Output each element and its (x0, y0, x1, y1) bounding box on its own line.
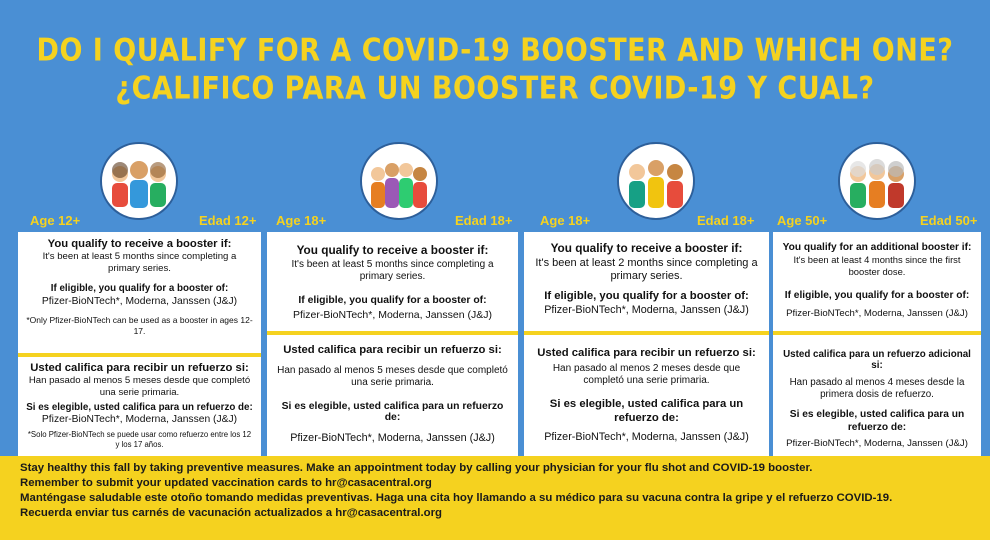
age-label-es-4: Edad 50+ (920, 213, 978, 228)
age-label-es-2: Edad 18+ (455, 213, 513, 228)
card-en-condition: It's been at least 5 months since completing a primary series. (42, 251, 237, 274)
card-en-condition: It's been at least 4 months since the first booster dose. (793, 254, 961, 277)
card-es-heading: Usted califica para un refuerzo adicional si: (783, 349, 971, 371)
card-en-vaccines: Pfizer-BioNTech*, Moderna, Janssen (J&J) (544, 304, 749, 316)
adults-group-icon (617, 142, 695, 220)
card-es-eligible: Si es elegible, usted califica para un refuerzo de: (26, 402, 253, 413)
card-es-heading: Usted califica para recibir un refuerzo si: (30, 362, 249, 374)
age-label-es-1: Edad 12+ (199, 213, 257, 228)
age-label-en-4: Age 50+ (777, 213, 828, 228)
card-es-heading: Usted califica para recibir un refuerzo si: (283, 344, 502, 356)
card-es-vaccines: Pfizer-BioNTech*, Moderna, Janssen (J&J) (544, 431, 749, 443)
card-en-vaccines: Pfizer-BioNTech*, Moderna, Janssen (J&J) (293, 309, 492, 321)
title-english: DO I QUALIFY FOR A COVID-19 BOOSTER AND WHICH ONE? (36, 32, 954, 69)
title-spanish: ¿CALIFICO PARA UN BOOSTER COVID-19 Y CUAL? (115, 70, 875, 107)
card-en-condition: It's been at least 2 months since completing a primary series. (535, 257, 758, 282)
card-en-heading: You qualify to receive a booster if: (550, 241, 743, 255)
card-es-note: *Solo Pfizer-BioNTech se puede usar como refuerzo entre los 12 y los 17 años. (27, 430, 252, 449)
card-es-condition: Han pasado al menos 4 meses desde la primera dosis de refuerzo. (789, 377, 965, 400)
footer-line-en-2: Remember to submit your updated vaccination cards to hr@casacentral.org (20, 477, 432, 489)
card-en-eligible: If eligible, you qualify for a booster of: (544, 290, 749, 302)
footer-line-es-2: Recuerda enviar tus carnés de vacunación actualizados a hr@casacentral.org (20, 507, 442, 519)
card-en-heading: You qualify to receive a booster if: (296, 243, 489, 257)
card-en-condition: It's been at least 5 months since completing a primary series. (291, 259, 494, 282)
card-es-condition: Han pasado al menos 5 meses desde que completó una serie primaria. (277, 365, 508, 388)
card-en-eligible: If eligible, you qualify for a booster of: (784, 290, 970, 301)
children-group-icon (100, 142, 178, 220)
card-en-eligible: If eligible, you qualify for a booster of: (298, 295, 487, 306)
card-es-eligible: Si es elegible, usted califica para un refuerzo de: (281, 401, 504, 423)
card-es-eligible: Si es elegible, usted califica para un refuerzo de: (549, 398, 744, 424)
card-es-eligible: Si es elegible, usted califica para un refuerzo de: (789, 409, 965, 433)
card-es-vaccines: Pfizer-BioNTech*, Moderna, Janssen (J&J) (290, 432, 495, 444)
footer-line-es-1: Manténgase saludable este otoño tomando medidas preventivas. Haga una cita hoy llamando a su médico para su vacuna contra la gripe y el refuerzo COVID-19. (20, 492, 893, 504)
card-en-note: *Only Pfizer-BioNTech can be used as a booster in ages 12-17. (26, 315, 253, 336)
age-label-en-3: Age 18+ (540, 213, 591, 228)
age-label-es-3: Edad 18+ (697, 213, 755, 228)
card-en-heading: You qualify to receive a booster if: (47, 238, 232, 250)
card-es-vaccines: Pfizer-BioNTech*, Moderna, Janssen (J&J) (41, 414, 238, 425)
card-age-18-first (267, 232, 518, 456)
young-adults-group-icon (360, 142, 438, 220)
age-label-en-1: Age 12+ (30, 213, 81, 228)
footer-banner (0, 456, 990, 540)
card-en-vaccines: Pfizer-BioNTech*, Moderna, Janssen (J&J) (786, 308, 968, 319)
footer-line-en-1: Stay healthy this fall by taking preventive measures. Make an appointment today by calling your physician for your flu shot and COVID-19 booster. (20, 462, 813, 474)
card-en-heading: You qualify for an additional booster if: (782, 242, 972, 253)
card-age-50 (773, 232, 981, 456)
card-es-condition: Han pasado al menos 2 meses desde que completó una serie primaria. (552, 363, 741, 386)
age-label-en-2: Age 18+ (276, 213, 327, 228)
card-en-eligible: If eligible, you qualify for a booster of: (50, 283, 229, 294)
card-en-vaccines: Pfizer-BioNTech*, Moderna, Janssen (J&J) (41, 296, 238, 307)
card-age-12 (18, 232, 261, 456)
seniors-group-icon (838, 142, 916, 220)
card-age-18-second (524, 232, 769, 456)
card-es-vaccines: Pfizer-BioNTech*, Moderna, Janssen (J&J) (786, 438, 968, 449)
card-es-heading: Usted califica para recibir un refuerzo si: (537, 347, 756, 359)
card-es-condition: Han pasado al menos 5 meses desde que completó una serie primaria. (28, 375, 251, 398)
